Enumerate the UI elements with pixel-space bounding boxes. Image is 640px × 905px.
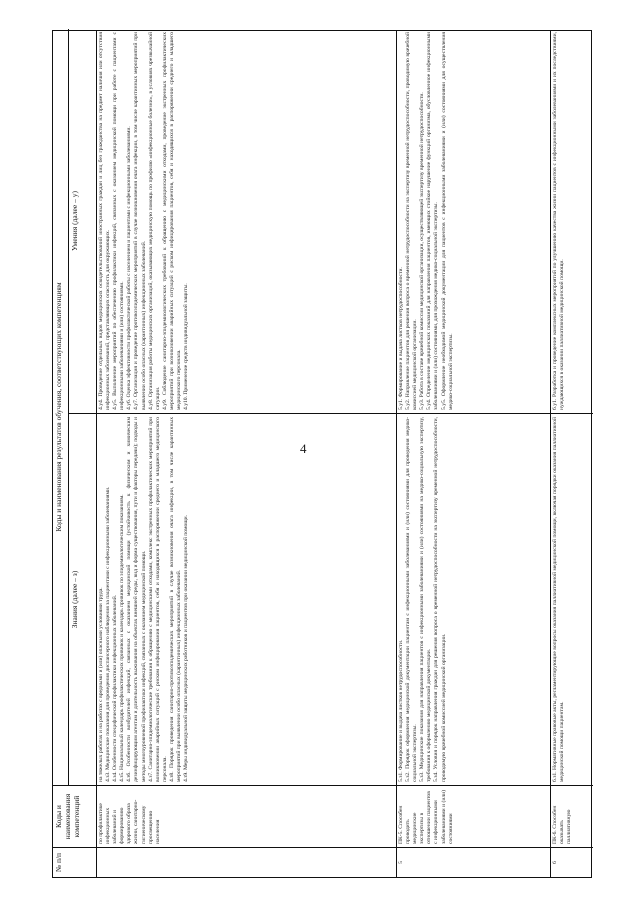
skill-item: 4.у5. Выполнение мероприятий по обеспечению профилактики инфекций, связанных с оказанием медицинской помощи при работе с пациентами с инфекционными заболеваниями и (или) состояниями. [112,32,126,410]
knowledge-item: 5.з4. Условия и порядок направления граждан для решения вопроса о временной нетрудоспособности на экспертизу временной нетрудоспособности, проводимую врачебной комиссией медицинской организации. [433,417,447,782]
knowledge-cell [397,413,550,785]
skill-item: 5.у5. Оформление необходимой медицинской документации для пациентов с инфекционными заболеваниями и (или) состояниями для осуществления медико-социальной экспертизы. [440,32,454,410]
knowledge-item: 4.з4. Особенности специфической профилактики инфекционных заболеваний. [112,594,119,782]
knowledge-item: 4.з6. Особенности возбудителей инфекций, связанных с оказанием медицинской помощи (устойчивость к физическим и химическим дезинфицирующим агентам и длительность выживания на объектах внешней среды, вид и форма существования, пути и факторы передачи); подходы и методы многоуровневой профилактики инфекций, связанных с оказанием медицинской помощи. [126,417,147,782]
table-row [397,31,551,877]
knowledge-item: 5.з3. Медицинские показания для направления пациентов с инфекционными заболеваниями и (или) состояниями на медико-социальную экспертизу, требования к оформлению медицинской документации. [419,417,433,782]
competency-table [52,30,592,878]
knowledge-item: 4.з9. Меры индивидуальной защиты медицинских работников и пациентов при оказании медицинской помощи. [183,514,190,782]
skill-item: 6.у1. Разработка и проведение комплексных мероприятий по улучшению качества жизни пациентов с инфекционными заболеваниями и их последствиями, нуждающихся в оказании паллиативной медицинской помощи. [552,32,566,410]
row-number: 5 [397,847,550,877]
competency-code: ПК-6. Способен оказывать паллиативную [551,785,593,847]
skill-item: 5.у1. Формирование и выдача листков нетрудоспособности. [398,267,404,410]
header-results: Коды и наименования результатов обучения, соответствующих компетенциям [53,29,69,785]
skills-cell [97,29,396,413]
knowledge-item: 4.з8. Порядок проведения санитарно-противоэпидемических мероприятий в случае возникновения очага инфекции, в том числе карантинных мероприятий при выявлении особо опасных (карантинных) инфекционных заболеваний. [168,417,183,782]
row-number: 6 [551,847,593,877]
skills-cell [551,29,593,413]
competency-code: по профилактике инфекционных заболеваний и формированию здорового образа жизни, санитарно-гигиеническому просвещению населения [97,785,396,847]
knowledge-cell [551,413,593,785]
knowledge-item: 5.з1. Формирование и выдача листков нетрудоспособности. [398,639,404,782]
page-number: 4 [300,441,307,456]
document-sheet [52,30,592,878]
table-header-row [53,31,97,877]
table-row [97,31,397,877]
header-knowledge: Знания (далее – з) [69,413,96,785]
competency-code: ПК-5. Способен проводить медицинские экспертизы в отношении пациентов с инфекционными заболеваниями и (или) состояниями [397,785,550,847]
skill-item: 4.у4. Проведение отдельных видов медицинских освидетельствований иностранных граждан и лиц без гражданства на предмет наличия или отсутствия инфекционных заболеваний, представляющих опасность для окружающих. [98,32,112,410]
knowledge-cell [97,413,396,785]
skill-item: 4.у8. Организация работы медицинских организаций, оказывающих медицинскую помощь по профилю «инфекционные болезни», в условиях чрезвычайной ситуации. [147,32,161,410]
skill-item: 4.у6. Оценка эффективности профилактической работы с населением и пациентами с инфекционными заболеваниями. [126,126,133,410]
skill-item: 4.у7. Организация и проведение противоэпидемических мероприятий в случае возникновения очага инфекции, в том числе карантинных мероприятий при выявлении особо опасных (карантинных) инфекционных заболеваний. [133,32,147,410]
header-skills: Умения (далее – у) [70,191,79,251]
header-no: № п/п [53,847,96,877]
knowledge-item: на тяжелых работах и на работах с вредными и (или) опасными условиями труда. [98,587,104,782]
knowledge-item: 4.з5. Национальный календарь профилактических прививок и календарь прививок по эпидемиологическим показаниям. [119,494,126,782]
skill-item: 5.у2. Направление пациентов для решения вопроса о временной нетрудоспособности на экспертизу временной нетрудоспособности, проводимую врачебной комиссией медицинской организации. [405,32,419,410]
skill-item: 4.у9. Соблюдение санитарно-эпидемиологических требований к обращению с медицинскими отходами, проведение экстренных профилактических мероприятий при возникновении аварийных ситуаций с риском инфицирования пациентов, себя и находящихся в распоряжении среднего и младшего медицинского персонала. [161,32,183,410]
knowledge-item: 6.з1. Нормативные правовые акты, регламентирующие вопросы оказания паллиативной медицинской помощи, включая порядки оказания паллиативной медицинской помощи пациентам. [552,417,566,782]
knowledge-item: 4.з3. Медицинские показания для проведения диспансерного наблюдения за пациентами с инфекционными заболеваниями. [105,486,112,782]
header-codes: Коды и наименования компетенций [53,785,96,847]
row-number [97,847,396,877]
skill-item: 4.у10. Применение средств индивидуальной защиты. [183,283,190,410]
skills-cell [397,29,550,413]
knowledge-item: 4.з7. Санитарно-эпидемиологические требования к обращению с медицинскими отходами, комплекс экстренных профилактических мероприятий при возникновении аварийных ситуаций с риском инфицирования пациентов, себя и находящихся в распоряжении среднего и младшего медицинского персонала. [147,417,168,782]
table-row [551,31,593,877]
skill-item: 5.у4. Определение медицинских показаний для направления пациентов, имеющих стойкое нарушение функций организма, обусловленное инфекционными заболеваниями и (или) состояниями, для прохождения медико-социальной экспертизы. [426,32,440,410]
knowledge-item: 5.з2. Порядок оформления медицинской документации пациентам с инфекционными заболеваниями и (или) состояниями для проведения медико-социальной экспертизы. [405,417,419,782]
skill-item: 5.у3. Работа в составе врачебной комиссии медицинской организации, осуществляющей экспертизу временной нетрудоспособности. [419,92,426,410]
